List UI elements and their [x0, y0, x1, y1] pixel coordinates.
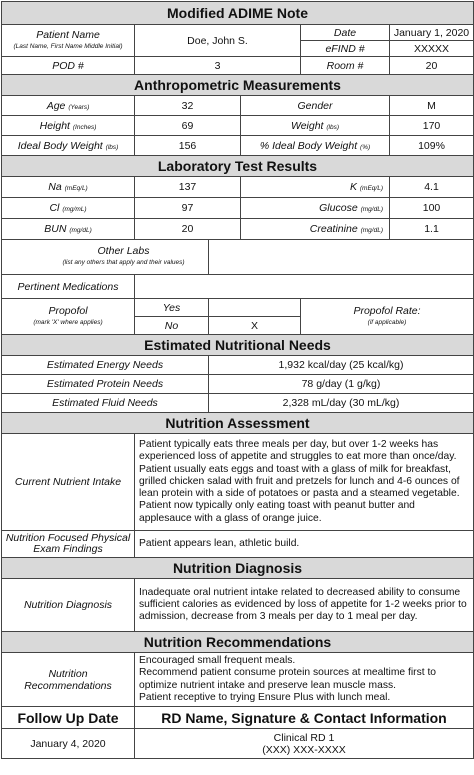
date-value: January 1, 2020 [390, 25, 474, 41]
efind-value: XXXXX [390, 41, 474, 57]
age-label-text: Age [46, 99, 66, 112]
weight-label [241, 116, 390, 136]
diagnosis-section-title: Nutrition Diagnosis [2, 558, 474, 579]
rd-name: Clinical RD 1 [273, 731, 335, 744]
energy-needs-value: 1,932 kcal/day (25 kcal/kg) [209, 356, 474, 375]
other-labs-sublabel: (list any others that apply and their values) [62, 259, 185, 266]
patient-name-value: Doe, John S. [135, 25, 301, 57]
creatinine-label-text: Creatinine [309, 223, 358, 235]
cl-label [2, 198, 135, 219]
patient-name-label [2, 25, 135, 57]
recommendations-label: Nutrition Recommendations [2, 653, 135, 707]
propofol-rate-label: Propofol Rate: [353, 304, 421, 317]
creatinine-unit: (mg/dL) [360, 227, 383, 234]
pod-value: 3 [135, 57, 301, 75]
glucose-label-text: Glucose [319, 202, 358, 214]
gender-value: M [390, 96, 474, 116]
cl-value: 97 [135, 198, 241, 219]
physical-exam-label: Nutrition Focused Physical Exam Findings [2, 531, 135, 558]
pibw-label-text: % Ideal Body Weight [259, 139, 358, 152]
follow-up-date-value: January 4, 2020 [2, 729, 135, 759]
date-label: Date [301, 25, 390, 41]
weight-unit: (lbs) [326, 123, 340, 131]
creatinine-label [241, 219, 390, 240]
other-labs-label [2, 240, 209, 275]
propofol-rate-sublabel: (if applicable) [367, 318, 407, 326]
propofol-yes-mark [209, 299, 301, 317]
patient-name-sublabel: (Last Name, First Name Middle Initial) [13, 42, 123, 50]
bun-unit: (mg/dL) [69, 227, 92, 234]
energy-needs-label: Estimated Energy Needs [2, 356, 209, 375]
height-label [2, 116, 135, 136]
propofol-yes-label: Yes [135, 299, 209, 317]
recommendations-section-title: Nutrition Recommendations [2, 632, 474, 653]
height-value: 69 [135, 116, 241, 136]
fluid-needs-value: 2,328 mL/day (30 mL/kg) [209, 394, 474, 413]
rd-info-title: RD Name, Signature & Contact Information [135, 707, 474, 729]
pertinent-medications-label: Pertinent Medications [2, 275, 135, 299]
na-label [2, 177, 135, 198]
patient-name-label-text: Patient Name [36, 28, 100, 41]
fluid-needs-label: Estimated Fluid Needs [2, 394, 209, 413]
protein-needs-label: Estimated Protein Needs [2, 375, 209, 394]
k-unit: (mEq/L) [359, 185, 383, 192]
rd-phone: (XXX) XXX-XXXX [262, 743, 346, 756]
adime-table [1, 1, 474, 759]
ibw-label [2, 136, 135, 156]
ibw-label-text: Ideal Body Weight [17, 139, 103, 152]
assessment-section-title: Nutrition Assessment [2, 413, 474, 434]
na-value: 137 [135, 177, 241, 198]
physical-exam-text: Patient appears lean, athletic build. [135, 531, 474, 558]
other-labs-value [209, 240, 474, 275]
age-label [2, 96, 135, 116]
propofol-label-text: Propofol [48, 304, 88, 317]
pod-label: POD # [2, 57, 135, 75]
current-intake-label: Current Nutrient Intake [2, 434, 135, 531]
cl-unit: (mg/mL) [62, 206, 87, 213]
pibw-label [241, 136, 390, 156]
anthro-section-title: Anthropometric Measurements [2, 75, 474, 96]
propofol-rate [301, 299, 474, 335]
bun-label-text: BUN [44, 223, 67, 235]
glucose-value: 100 [390, 198, 474, 219]
k-label-text: K [349, 181, 357, 193]
gender-label: Gender [241, 96, 390, 116]
pibw-value: 109% [390, 136, 474, 156]
height-label-text: Height [39, 119, 70, 132]
rd-info-value [135, 729, 474, 759]
protein-needs-value: 78 g/day (1 g/kg) [209, 375, 474, 394]
cl-label-text: Cl [49, 202, 60, 214]
recommendation-line-3: Patient receptive to trying Ensure Plus with lunch meal. [139, 691, 391, 703]
bun-value: 20 [135, 219, 241, 240]
ibw-unit: (lbs) [105, 143, 119, 151]
creatinine-value: 1.1 [390, 219, 474, 240]
ibw-value: 156 [135, 136, 241, 156]
recommendation-line-2: Recommend patient consume protein sources at mealtime first to optimize nutrient intake and preserve lean muscle mass. [139, 667, 437, 691]
needs-section-title: Estimated Nutritional Needs [2, 335, 474, 356]
recommendations-text [135, 653, 474, 707]
weight-label-text: Weight [290, 119, 324, 132]
k-value: 4.1 [390, 177, 474, 198]
na-unit: (mEq/L) [64, 185, 88, 192]
room-label: Room # [301, 57, 390, 75]
propofol-no-mark: X [209, 317, 301, 335]
weight-value: 170 [390, 116, 474, 136]
bun-label [2, 219, 135, 240]
propofol-no-label: No [135, 317, 209, 335]
efind-label: eFIND # [301, 41, 390, 57]
propofol-sublabel: (mark 'X' where applies) [33, 318, 103, 326]
diagnosis-label: Nutrition Diagnosis [2, 579, 135, 632]
follow-up-date-title: Follow Up Date [2, 707, 135, 729]
glucose-unit: (mg/dL) [360, 206, 383, 213]
diagnosis-text: Inadequate oral nutrient intake related to decreased ability to consume sufficient calories as evidenced by loss of appetite for 1-2 weeks prior to admission, decrease from 3 meals per day to 1 meal per day. [135, 579, 474, 632]
na-label-text: Na [48, 181, 62, 193]
adime-note-form [1, 1, 473, 773]
form-title: Modified ADIME Note [2, 2, 474, 25]
age-unit: (Years) [68, 103, 90, 111]
age-value: 32 [135, 96, 241, 116]
labs-section-title: Laboratory Test Results [2, 156, 474, 177]
k-label [241, 177, 390, 198]
recommendation-line-1: Encouraged small frequent meals. [139, 655, 296, 667]
pertinent-medications-value [135, 275, 474, 299]
pibw-unit: (%) [360, 143, 371, 151]
height-unit: (Inches) [72, 123, 97, 131]
other-labs-label-text: Other Labs [97, 245, 150, 257]
glucose-label [241, 198, 390, 219]
room-value: 20 [390, 57, 474, 75]
current-intake-text: Patient typically eats three meals per day, but over 1-2 weeks has experienced loss of appetite and struggles to eat more than once/day. Patient usually eats eggs and toast with a glass of milk for breakfast, grilled chicken salad with fruit and pretzels for lunch and 4-6 ounces of lean protein with a side of potatoes or pasta and a steamed vegetable. Patient now typically only eating toast with peanut butter and applesauce with a glass of orange juice. [135, 434, 474, 531]
propofol-label [2, 299, 135, 335]
